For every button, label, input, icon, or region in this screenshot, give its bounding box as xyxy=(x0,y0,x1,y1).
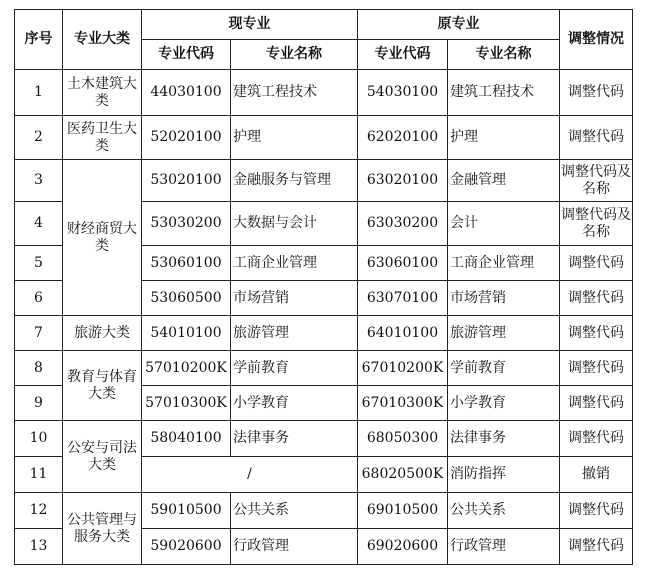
header-seq: 序号 xyxy=(15,10,63,70)
cell-current-code: 58040100 xyxy=(142,421,231,457)
cell-original-name: 工商企业管理 xyxy=(448,246,560,281)
cell-current-name: 护理 xyxy=(231,116,358,160)
header-category: 专业大类 xyxy=(63,10,142,70)
cell-original-code: 63030200 xyxy=(358,202,448,246)
cell-current-name: 学前教育 xyxy=(231,351,358,386)
header-current-name: 专业名称 xyxy=(231,40,358,70)
header-original-name: 专业名称 xyxy=(448,40,560,70)
cell-current-name: 建筑工程技术 xyxy=(231,70,358,116)
cell-current-code: 54010100 xyxy=(142,316,231,351)
cell-category: 财经商贸大类 xyxy=(63,160,142,316)
cell-adjustment: 调整代码 xyxy=(560,529,633,565)
cell-adjustment: 调整代码 xyxy=(560,493,633,529)
cell-original-name: 市场营销 xyxy=(448,281,560,316)
cell-seq: 1 xyxy=(15,70,63,116)
cell-adjustment: 调整代码 xyxy=(560,421,633,457)
cell-original-name: 建筑工程技术 xyxy=(448,70,560,116)
cell-seq: 7 xyxy=(15,316,63,351)
cell-current-code: 52020100 xyxy=(142,116,231,160)
cell-original-code: 69010500 xyxy=(358,493,448,529)
cell-category: 公安与司法大类 xyxy=(63,421,142,493)
cell-original-code: 67010200K xyxy=(358,351,448,386)
cell-current-name: 市场营销 xyxy=(231,281,358,316)
table-row xyxy=(15,160,633,202)
cell-category: 医药卫生大类 xyxy=(63,116,142,160)
cell-current-code: 57010200K xyxy=(142,351,231,386)
cell-category: 土木建筑大类 xyxy=(63,70,142,116)
cell-current-code: 53060100 xyxy=(142,246,231,281)
cell-current-name: 旅游管理 xyxy=(231,316,358,351)
cell-current-code: 59020600 xyxy=(142,529,231,565)
table-row xyxy=(15,316,633,351)
cell-seq: 5 xyxy=(15,246,63,281)
cell-adjustment: 调整代码 xyxy=(560,70,633,116)
cell-original-code: 64010100 xyxy=(358,316,448,351)
cell-seq: 13 xyxy=(15,529,63,565)
cell-seq: 2 xyxy=(15,116,63,160)
cell-current-code: 53030200 xyxy=(142,202,231,246)
major-adjustment-table xyxy=(14,9,633,565)
header-adjustment: 调整情况 xyxy=(560,10,633,70)
table-row xyxy=(15,116,633,160)
cell-current-code: 44030100 xyxy=(142,70,231,116)
cell-current-name: 法律事务 xyxy=(231,421,358,457)
table-row xyxy=(15,351,633,386)
header-current-code: 专业代码 xyxy=(142,40,231,70)
cell-original-code: 69020600 xyxy=(358,529,448,565)
cell-seq: 11 xyxy=(15,457,63,493)
cell-original-code: 62020100 xyxy=(358,116,448,160)
cell-current-empty: / xyxy=(142,457,358,493)
cell-current-code: 53060500 xyxy=(142,281,231,316)
cell-current-name: 小学教育 xyxy=(231,386,358,421)
cell-seq: 8 xyxy=(15,351,63,386)
cell-original-code: 68020500K xyxy=(358,457,448,493)
cell-original-code: 63020100 xyxy=(358,160,448,202)
table-row xyxy=(15,421,633,457)
table-wrapper xyxy=(14,9,633,565)
cell-adjustment: 撤销 xyxy=(560,457,633,493)
table-row xyxy=(15,493,633,529)
table-row xyxy=(15,70,633,116)
cell-seq: 9 xyxy=(15,386,63,421)
cell-original-name: 护理 xyxy=(448,116,560,160)
cell-original-code: 68050300 xyxy=(358,421,448,457)
cell-original-name: 旅游管理 xyxy=(448,316,560,351)
cell-category: 旅游大类 xyxy=(63,316,142,351)
cell-seq: 12 xyxy=(15,493,63,529)
cell-seq: 6 xyxy=(15,281,63,316)
cell-seq: 4 xyxy=(15,202,63,246)
cell-current-name: 大数据与会计 xyxy=(231,202,358,246)
cell-current-name: 工商企业管理 xyxy=(231,246,358,281)
cell-original-name: 行政管理 xyxy=(448,529,560,565)
cell-category: 公共管理与服务大类 xyxy=(63,493,142,565)
cell-original-name: 消防指挥 xyxy=(448,457,560,493)
cell-adjustment: 调整代码及名称 xyxy=(560,160,633,202)
cell-current-code: 59010500 xyxy=(142,493,231,529)
cell-seq: 3 xyxy=(15,160,63,202)
header-current-major: 现专业 xyxy=(142,10,358,40)
cell-original-name: 金融管理 xyxy=(448,160,560,202)
cell-current-code: 53020100 xyxy=(142,160,231,202)
cell-current-name: 行政管理 xyxy=(231,529,358,565)
cell-adjustment: 调整代码 xyxy=(560,246,633,281)
cell-original-name: 法律事务 xyxy=(448,421,560,457)
cell-original-code: 54030100 xyxy=(358,70,448,116)
header-original-code: 专业代码 xyxy=(358,40,448,70)
cell-original-code: 63060100 xyxy=(358,246,448,281)
cell-original-name: 小学教育 xyxy=(448,386,560,421)
cell-adjustment: 调整代码 xyxy=(560,116,633,160)
cell-category: 教育与体育大类 xyxy=(63,351,142,421)
cell-current-name: 金融服务与管理 xyxy=(231,160,358,202)
cell-adjustment: 调整代码 xyxy=(560,351,633,386)
cell-adjustment: 调整代码 xyxy=(560,281,633,316)
cell-original-code: 67010300K xyxy=(358,386,448,421)
cell-adjustment: 调整代码及名称 xyxy=(560,202,633,246)
cell-seq: 10 xyxy=(15,421,63,457)
cell-adjustment: 调整代码 xyxy=(560,386,633,421)
cell-original-code: 63070100 xyxy=(358,281,448,316)
cell-original-name: 学前教育 xyxy=(448,351,560,386)
cell-original-name: 会计 xyxy=(448,202,560,246)
cell-current-name: 公共关系 xyxy=(231,493,358,529)
header-original-major: 原专业 xyxy=(358,10,560,40)
cell-original-name: 公共关系 xyxy=(448,493,560,529)
cell-current-code: 57010300K xyxy=(142,386,231,421)
cell-adjustment: 调整代码 xyxy=(560,316,633,351)
header-row-top xyxy=(15,10,633,40)
